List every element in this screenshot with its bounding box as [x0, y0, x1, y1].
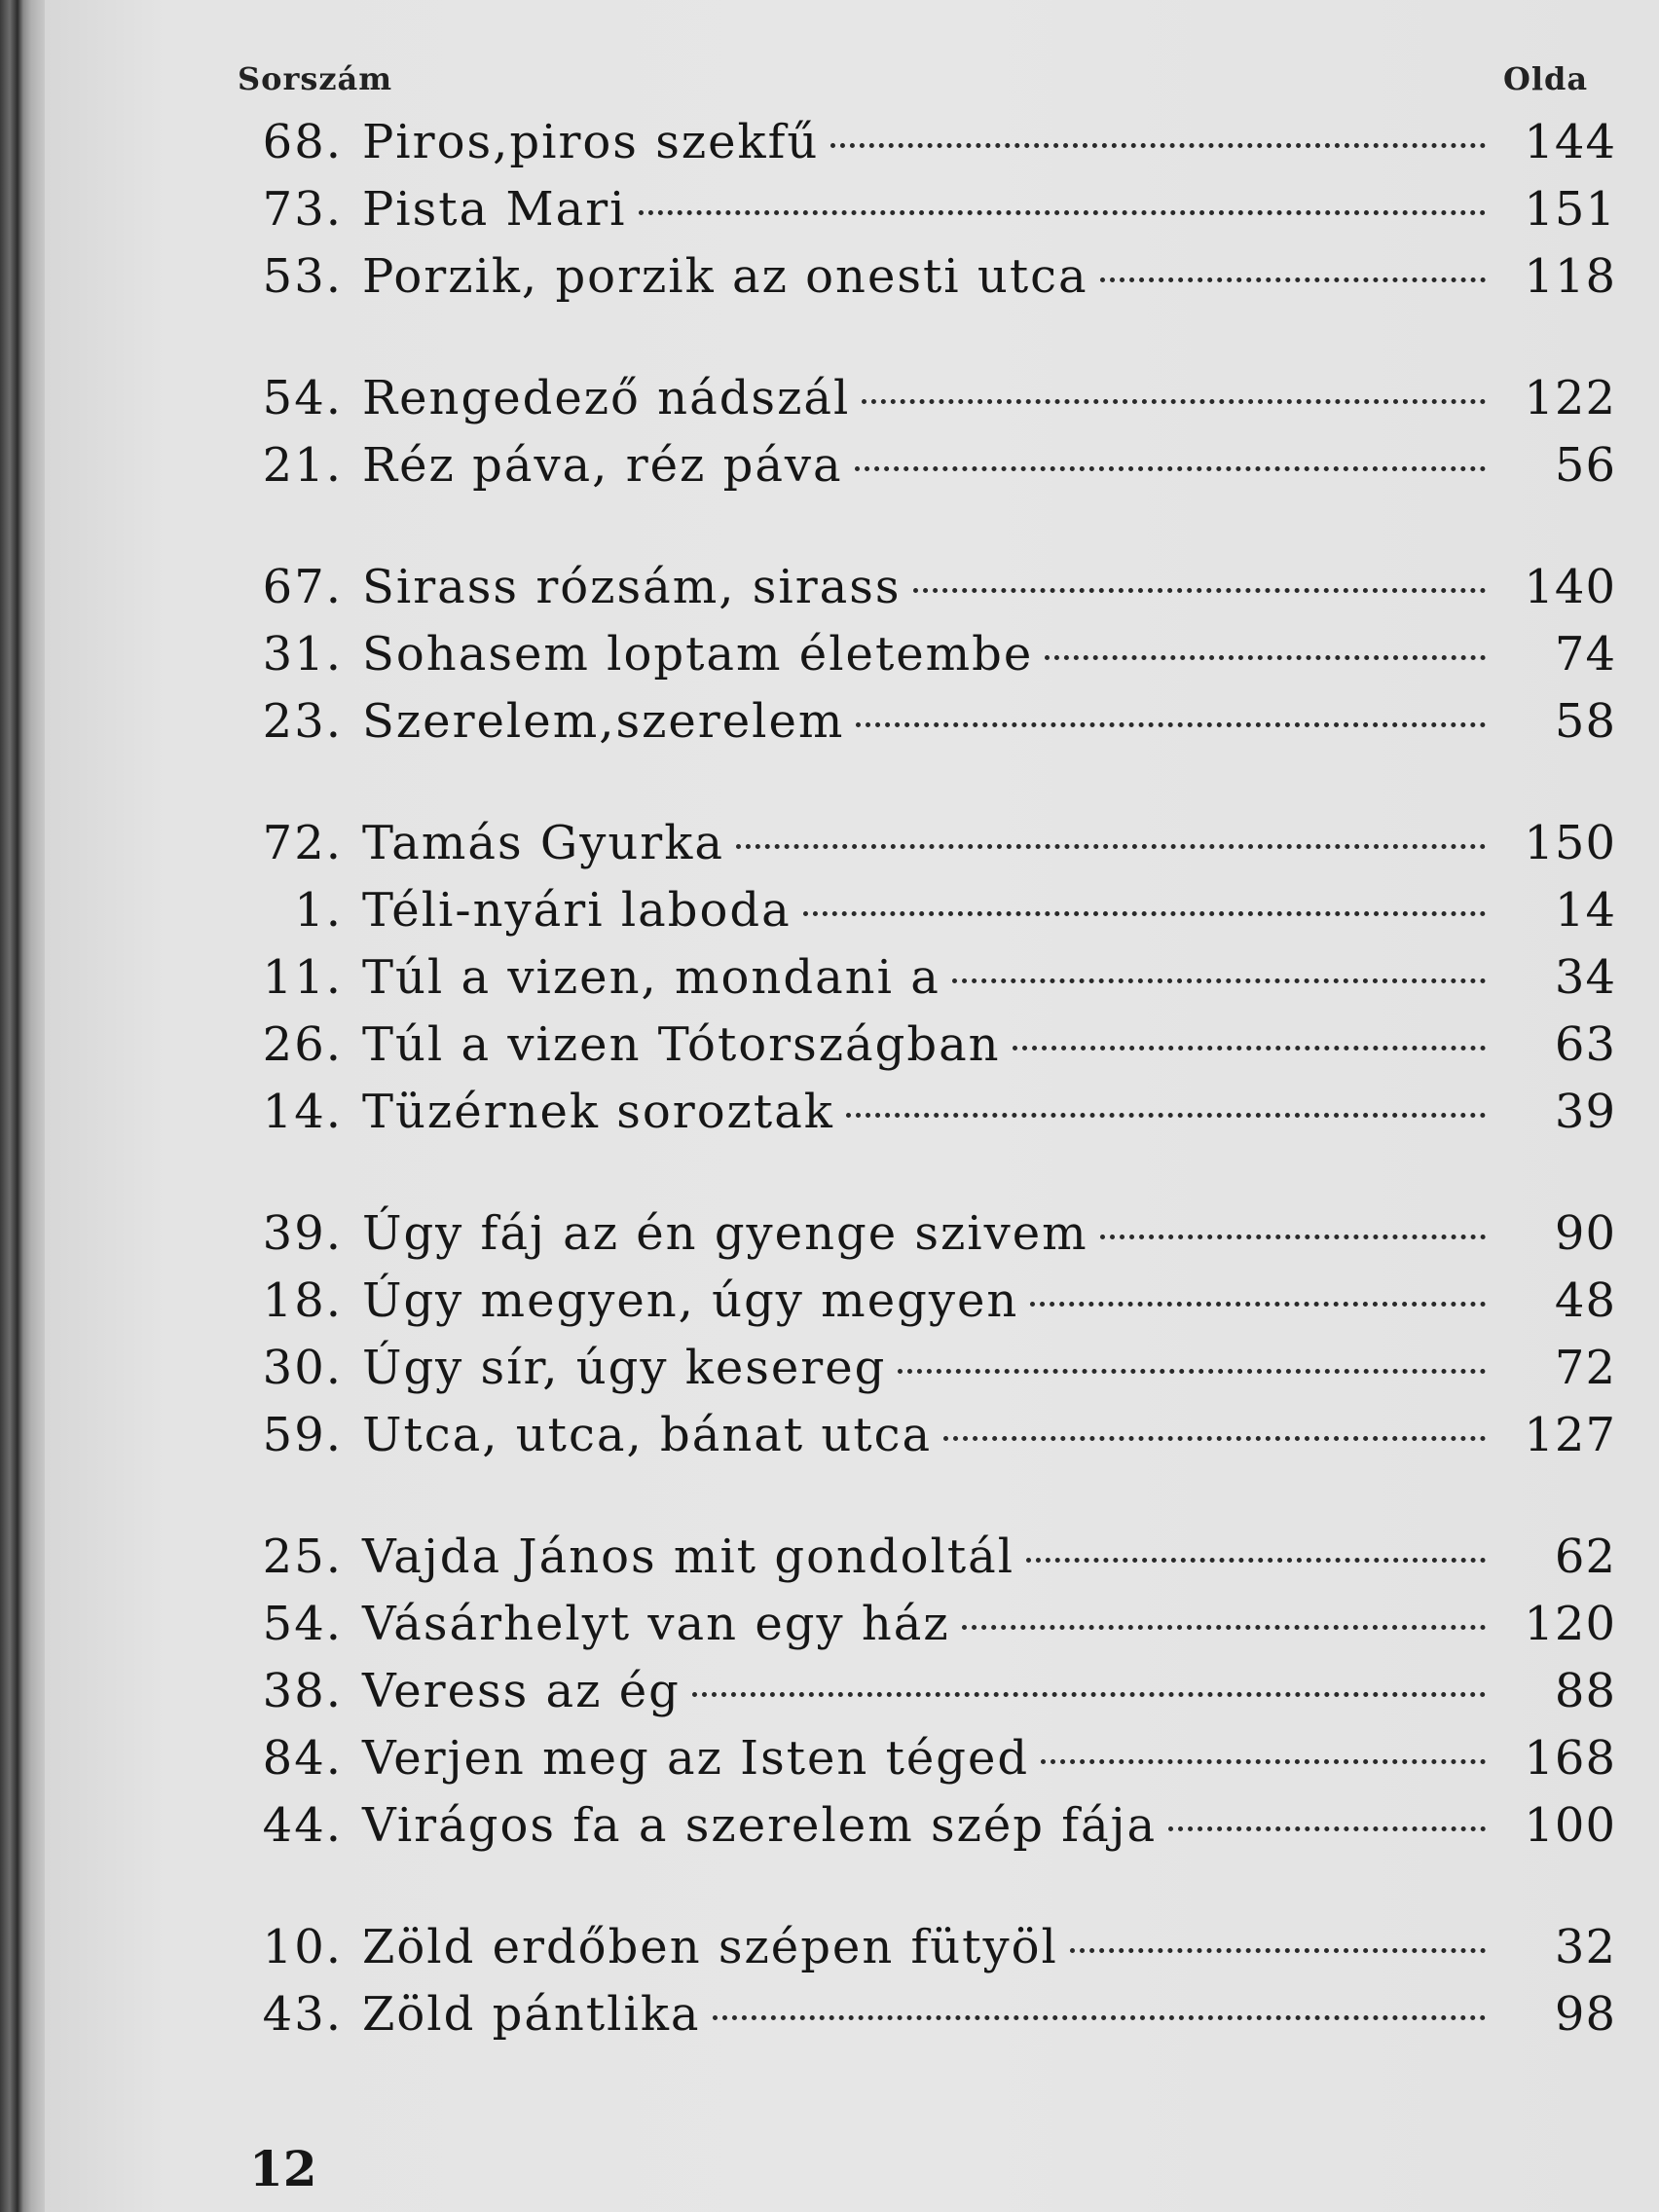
entry-title: Túl a vizen Tótországban: [362, 1017, 1001, 1072]
entry-number: 72.: [262, 816, 343, 870]
entry-title: Tamás Gyurka: [362, 816, 724, 870]
entry-number: 54.: [262, 1597, 343, 1651]
entry-number: 14.: [262, 1085, 343, 1139]
entry-number: 53.: [262, 249, 343, 304]
dot-leader: [1041, 1759, 1486, 1764]
entry-title: Veress az ég: [362, 1664, 681, 1718]
entry-title: Sirass rózsám, sirass: [362, 560, 902, 614]
dot-leader: [1013, 1046, 1486, 1051]
toc-entry: [234, 816, 1616, 883]
entry-page: 90: [1554, 1206, 1616, 1261]
entry-page: 72: [1554, 1341, 1616, 1395]
entry-page: 150: [1524, 816, 1616, 870]
toc-entry: [234, 438, 1616, 505]
dot-leader: [846, 1113, 1486, 1118]
toc-entry: [234, 249, 1616, 316]
toc-entry: [234, 883, 1616, 950]
dot-leader: [943, 1436, 1486, 1441]
entry-page: 39: [1554, 1085, 1616, 1139]
entry-number: 10.: [262, 1920, 343, 1974]
entry-page: 62: [1554, 1530, 1616, 1584]
toc-entry: [234, 627, 1616, 694]
entry-title: Zöld pántlika: [362, 1987, 701, 2042]
dot-leader: [713, 2015, 1486, 2020]
entry-number: 30.: [262, 1341, 343, 1395]
entry-title: Vajda János mit gondoltál: [362, 1530, 1015, 1584]
entry-number: 26.: [262, 1017, 343, 1072]
table-of-contents: [234, 115, 1616, 2054]
entry-number: 59.: [262, 1408, 343, 1462]
entry-number: 84.: [262, 1731, 343, 1786]
dot-leader: [962, 1625, 1486, 1630]
entry-page: 98: [1554, 1987, 1616, 2042]
toc-entry: [234, 1085, 1616, 1152]
entry-title: Úgy fáj az én gyenge szivem: [362, 1206, 1088, 1261]
dot-leader: [913, 588, 1486, 593]
entry-page: 56: [1554, 438, 1616, 493]
entry-number: 39.: [262, 1206, 343, 1261]
toc-entry: [234, 1206, 1616, 1273]
toc-entry: [234, 115, 1616, 182]
dot-leader: [856, 722, 1486, 727]
entry-number: 23.: [262, 694, 343, 749]
toc-entry: [234, 1341, 1616, 1408]
entry-page: 88: [1554, 1664, 1616, 1718]
entry-number: 73.: [262, 182, 343, 237]
entry-title: Pista Mari: [362, 182, 627, 237]
toc-entry: [234, 1920, 1616, 1987]
page-number: 12: [249, 2140, 317, 2197]
toc-entry: [234, 1798, 1616, 1865]
toc-entry: [234, 1731, 1616, 1798]
entry-number: 43.: [262, 1987, 343, 2042]
entry-title: Tüzérnek soroztak: [362, 1085, 834, 1139]
dot-leader: [830, 143, 1486, 148]
toc-entry: [234, 950, 1616, 1017]
toc-entry: [234, 1597, 1616, 1664]
dot-leader: [862, 399, 1486, 404]
entry-page: 48: [1554, 1273, 1616, 1328]
entry-page: 14: [1554, 883, 1616, 938]
entry-page: 74: [1554, 627, 1616, 682]
column-header-number: Sorszám: [238, 60, 393, 97]
toc-entry: [234, 1273, 1616, 1341]
dot-leader: [1026, 1558, 1486, 1563]
entry-number: 21.: [262, 438, 343, 493]
toc-entry: [234, 694, 1616, 761]
entry-page: 140: [1524, 560, 1616, 614]
toc-entry: [234, 1987, 1616, 2054]
toc-entry: [234, 371, 1616, 438]
dot-leader: [898, 1369, 1486, 1374]
dot-leader: [736, 844, 1486, 849]
entry-title: Réz páva, réz páva: [362, 438, 843, 493]
entry-page: 144: [1524, 115, 1616, 169]
entry-number: 11.: [262, 950, 343, 1005]
dot-leader: [1070, 1948, 1486, 1953]
entry-page: 100: [1524, 1798, 1616, 1853]
entry-number: 38.: [262, 1664, 343, 1718]
entry-title: Utca, utca, bánat utca: [362, 1408, 933, 1462]
entry-title: Zöld erdőben szépen fütyöl: [362, 1920, 1058, 1974]
entry-page: 32: [1554, 1920, 1616, 1974]
book-binding-edge: [0, 0, 45, 2212]
entry-title: Virágos fa a szerelem szép fája: [362, 1798, 1158, 1853]
dot-leader: [1045, 655, 1486, 660]
toc-entry: [234, 1017, 1616, 1085]
entry-number: 1.: [294, 883, 343, 938]
toc-entry: [234, 1408, 1616, 1475]
dot-leader: [639, 210, 1486, 215]
dot-leader: [1030, 1302, 1486, 1307]
entry-number: 31.: [262, 627, 343, 682]
dot-leader: [952, 978, 1486, 983]
entry-page: 58: [1554, 694, 1616, 749]
entry-page: 122: [1524, 371, 1616, 425]
entry-page: 120: [1524, 1597, 1616, 1651]
entry-page: 63: [1554, 1017, 1616, 1072]
entry-number: 54.: [262, 371, 343, 425]
entry-page: 127: [1524, 1408, 1616, 1462]
entry-title: Téli-nyári laboda: [362, 883, 792, 938]
column-header-page: Olda: [1503, 60, 1589, 97]
dot-leader: [1168, 1826, 1486, 1831]
entry-page: 168: [1524, 1731, 1616, 1786]
entry-number: 68.: [262, 115, 343, 169]
entry-title: Úgy megyen, úgy megyen: [362, 1273, 1019, 1328]
toc-entry: [234, 1664, 1616, 1731]
entry-number: 25.: [262, 1530, 343, 1584]
entry-title: Piros,piros szekfű: [362, 115, 820, 169]
entry-title: Vásárhelyt van egy ház: [362, 1597, 950, 1651]
entry-title: Túl a vizen, mondani a: [362, 950, 940, 1005]
entry-number: 18.: [262, 1273, 343, 1328]
entry-title: Rengedező nádszál: [362, 371, 851, 425]
entry-title: Verjen meg az Isten téged: [362, 1731, 1030, 1786]
toc-entry: [234, 560, 1616, 627]
entry-title: Porzik, porzik az onesti utca: [362, 249, 1088, 304]
toc-entry: [234, 1530, 1616, 1597]
dot-leader: [692, 1692, 1486, 1697]
entry-page: 34: [1554, 950, 1616, 1005]
dot-leader: [855, 466, 1486, 471]
dot-leader: [1100, 1235, 1486, 1239]
entry-title: Szerelem,szerelem: [362, 694, 845, 749]
toc-entry: [234, 182, 1616, 249]
entry-page: 118: [1524, 249, 1616, 304]
dot-leader: [1100, 277, 1486, 282]
entry-page: 151: [1524, 182, 1616, 237]
entry-title: Úgy sír, úgy kesereg: [362, 1341, 887, 1395]
entry-title: Sohasem loptam életembe: [362, 627, 1034, 682]
entry-number: 44.: [262, 1798, 343, 1853]
dot-leader: [803, 911, 1486, 916]
entry-number: 67.: [262, 560, 343, 614]
